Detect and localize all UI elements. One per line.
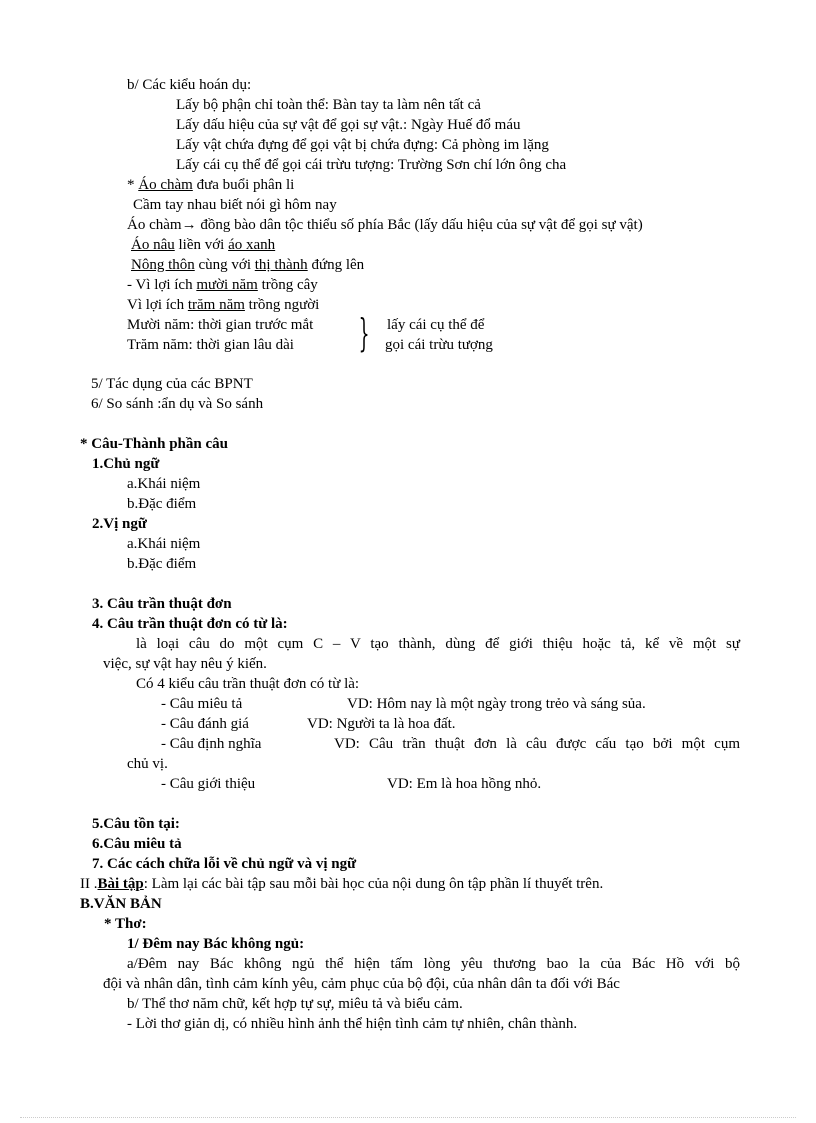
example-line-2: Cầm tay nhau biết nói gì hôm nay: [133, 197, 337, 213]
poem-b-line: b/ Thể thơ năm chữ, kết hợp tự sự, miêu tả và biểu cảm.: [127, 996, 463, 1012]
vi-ngu-heading: 2.Vị ngữ: [92, 516, 147, 532]
hoan-du-type-2: Lấy dấu hiệu của sự vật để gọi sự vật.: Ngày Huế đổ máu: [176, 117, 521, 133]
vi-ngu-a: a.Khái niệm: [127, 536, 201, 552]
kind-name: - Câu đánh giá: [161, 716, 249, 732]
brace-note-1: lấy cái cụ thể để: [387, 317, 485, 333]
kind-example: VD: Người ta là hoa đất.: [307, 716, 456, 732]
tho-heading: * Thơ:: [104, 916, 147, 932]
example-line-4: Áo nâu liền với áo xanh: [131, 237, 276, 253]
hoan-du-type-3: Lấy vật chứa đựng để gọi vật bị chứa đựng: Cả phòng im lặng: [176, 137, 549, 153]
example-line-6: - Vì lợi ích mười năm trồng cây: [127, 277, 318, 293]
brace-note-2: gọi cái trừu tượng: [385, 337, 493, 353]
hoan-du-type-1: Lấy bộ phận chỉ toàn thể: Bàn tay ta làm nên tất cả: [176, 97, 481, 113]
kind-example: VD: Hôm nay là một ngày trong trẻo và sáng sủa.: [347, 696, 646, 712]
section-5: 5/ Tác dụng của các BPNT: [91, 376, 253, 392]
ton-tai-heading: 5.Câu tồn tại:: [92, 816, 180, 832]
bai-tap-line: II .Bài tập: Làm lại các bài tập sau mỗi bài học của nội dung ôn tập phần lí thuyết trên.: [80, 876, 604, 892]
vi-ngu-b: b.Đặc điểm: [127, 556, 197, 572]
page-bottom-divider: [20, 1117, 796, 1118]
mieu-ta-heading: 6.Câu miêu tả: [92, 836, 182, 852]
tran-thuat-don-heading: 3. Câu trần thuật đơn: [92, 596, 232, 612]
hoan-du-heading: b/ Các kiểu hoán dụ:: [127, 77, 252, 93]
hoan-du-type-4: Lấy cái cụ thể để gọi cái trừu tượng: Trường Sơn chí lớn ông cha: [176, 157, 567, 173]
kind-example: VD: Câu trần thuật đơn là câu được cấu tạo bởi một cụm: [334, 736, 740, 752]
example-line-3: Áo chàm→ đồng bào dân tộc thiểu số phía Bắc (lấy dấu hiệu của sự vật để gọi sự vật): [127, 217, 643, 233]
example-line-7: Vì lợi ích trăm năm trồng người: [127, 297, 320, 313]
poem-title: 1/ Đêm nay Bác không ngủ:: [127, 936, 305, 952]
section-6: 6/ So sánh :ẩn dụ và So sánh: [91, 396, 264, 412]
chu-ngu-b: b.Đặc điểm: [127, 496, 197, 512]
poem-a-line-1: a/Đêm nay Bác không ngủ thể hiện tấm lòng yêu thương bao la của Bác Hồ với bộ: [127, 956, 740, 972]
kind-name: - Câu giới thiệu: [161, 776, 256, 792]
definition-line-1: là loại câu do một cụm C – V tạo thành, dùng để giới thiệu hoặc tả, kể về một sự: [136, 636, 740, 652]
definition-line-2: việc, sự vật hay nêu ý kiến.: [103, 656, 267, 672]
kind-example-continued: chủ vị.: [127, 756, 168, 772]
van-ban-heading: B.VĂN BẢN: [80, 896, 162, 912]
poem-a-line-2: đội và nhân dân, tình cảm kính yêu, cảm phục của bộ đội, của nhân dân ta đối với Bác: [103, 976, 620, 992]
kind-example: VD: Em là hoa hồng nhỏ.: [387, 776, 542, 792]
kinds-intro: Có 4 kiểu câu trần thuật đơn có từ là:: [136, 676, 360, 692]
arrow-icon: →: [181, 217, 197, 233]
chu-ngu-a: a.Khái niệm: [127, 476, 201, 492]
cau-heading: * Câu-Thành phần câu: [80, 436, 228, 452]
example-line-5: Nông thôn cùng với thị thành đứng lên: [131, 257, 365, 273]
chua-loi-heading: 7. Các cách chữa lỗi về chủ ngữ và vị ngữ: [92, 856, 357, 872]
brace-icon: }: [358, 311, 370, 355]
chu-ngu-heading: 1.Chủ ngữ: [92, 456, 160, 472]
example-line-1: * Áo chàm đưa buổi phân li: [127, 177, 295, 193]
poem-c-line: - Lời thơ giản dị, có nhiều hình ảnh thể hiện tình cảm tự nhiên, chân thành.: [127, 1016, 578, 1032]
kind-name: - Câu miêu tả: [161, 696, 243, 712]
tran-thuat-co-tu-la-heading: 4. Câu trần thuật đơn có từ là:: [92, 616, 288, 632]
kind-name: - Câu định nghĩa: [161, 736, 262, 752]
example-line-9: Trăm năm: thời gian lâu dài: [127, 337, 294, 353]
example-line-8: Mười năm: thời gian trước mắt: [127, 317, 314, 333]
